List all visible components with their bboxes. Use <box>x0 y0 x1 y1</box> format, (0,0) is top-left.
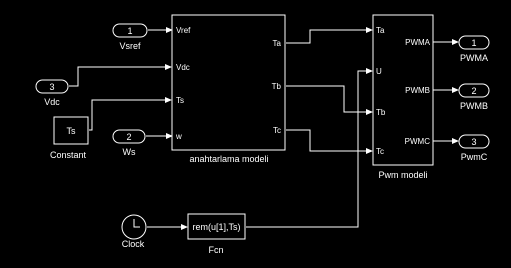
port-tc-in: Tc <box>376 147 384 156</box>
outport-pwmb[interactable] <box>459 84 489 111</box>
svg-text:1: 1 <box>471 38 477 48</box>
port-ta-in: Ta <box>376 26 385 35</box>
wire-ta-to-ta <box>286 30 367 43</box>
port-ts: Ts <box>176 96 184 105</box>
fcn-expression: rem(u[1],Ts) <box>192 222 241 232</box>
clock-label: Clock <box>121 239 145 249</box>
outport-pwmc[interactable] <box>459 135 489 162</box>
port-pwmb: PWMB <box>405 86 430 95</box>
wire-tb-to-tb <box>286 86 367 112</box>
svg-text:3: 3 <box>471 137 477 147</box>
outport-pwma[interactable] <box>459 36 489 63</box>
fcn-block[interactable] <box>188 214 245 255</box>
port-pwma: PWMA <box>405 38 430 47</box>
wire-vdc-to-vdc <box>69 67 166 86</box>
inport-vdc-label: Vdc <box>44 97 60 107</box>
outport-pwmb-label: PWMB <box>460 101 488 111</box>
outport-pwmc-label: PwmC <box>460 152 488 162</box>
inport-ws-label: Ws <box>122 147 136 157</box>
fcn-label: Fcn <box>208 245 224 255</box>
subsystem-anahtarlama[interactable] <box>172 15 285 164</box>
svg-text:1: 1 <box>127 26 133 36</box>
subsystem-pwm-label: Pwm modeli <box>378 170 428 180</box>
inport-vdc[interactable] <box>36 80 68 107</box>
subsystem-pwm[interactable] <box>373 15 433 180</box>
subsystem-anahtarlama-label: anahtarlama modeli <box>189 154 269 164</box>
constant-block[interactable] <box>50 117 88 160</box>
inport-ws[interactable] <box>113 130 145 157</box>
port-tb-out: Tb <box>271 82 281 91</box>
outport-pwma-label: PWMA <box>460 53 488 63</box>
constant-label: Constant <box>49 150 87 160</box>
port-tb-in: Tb <box>376 108 386 117</box>
wire-constant-to-ts <box>89 100 166 130</box>
wire-tc-to-tc <box>286 130 367 151</box>
svg-text:2: 2 <box>471 86 477 96</box>
port-u: U <box>376 67 382 76</box>
clock-block[interactable] <box>122 215 146 249</box>
port-tc-out: Tc <box>273 126 281 135</box>
svg-text:3: 3 <box>49 82 55 92</box>
constant-value: Ts <box>66 126 76 136</box>
inport-vsref-label: Vsref <box>119 41 141 51</box>
port-w: w <box>176 132 182 141</box>
svg-text:2: 2 <box>126 132 132 142</box>
port-pwmc: PWMC <box>404 137 430 146</box>
port-vref: Vref <box>176 26 191 35</box>
port-ta-out: Ta <box>272 39 281 48</box>
inport-vsref[interactable] <box>113 24 147 51</box>
port-vdc: Vdc <box>176 63 190 72</box>
